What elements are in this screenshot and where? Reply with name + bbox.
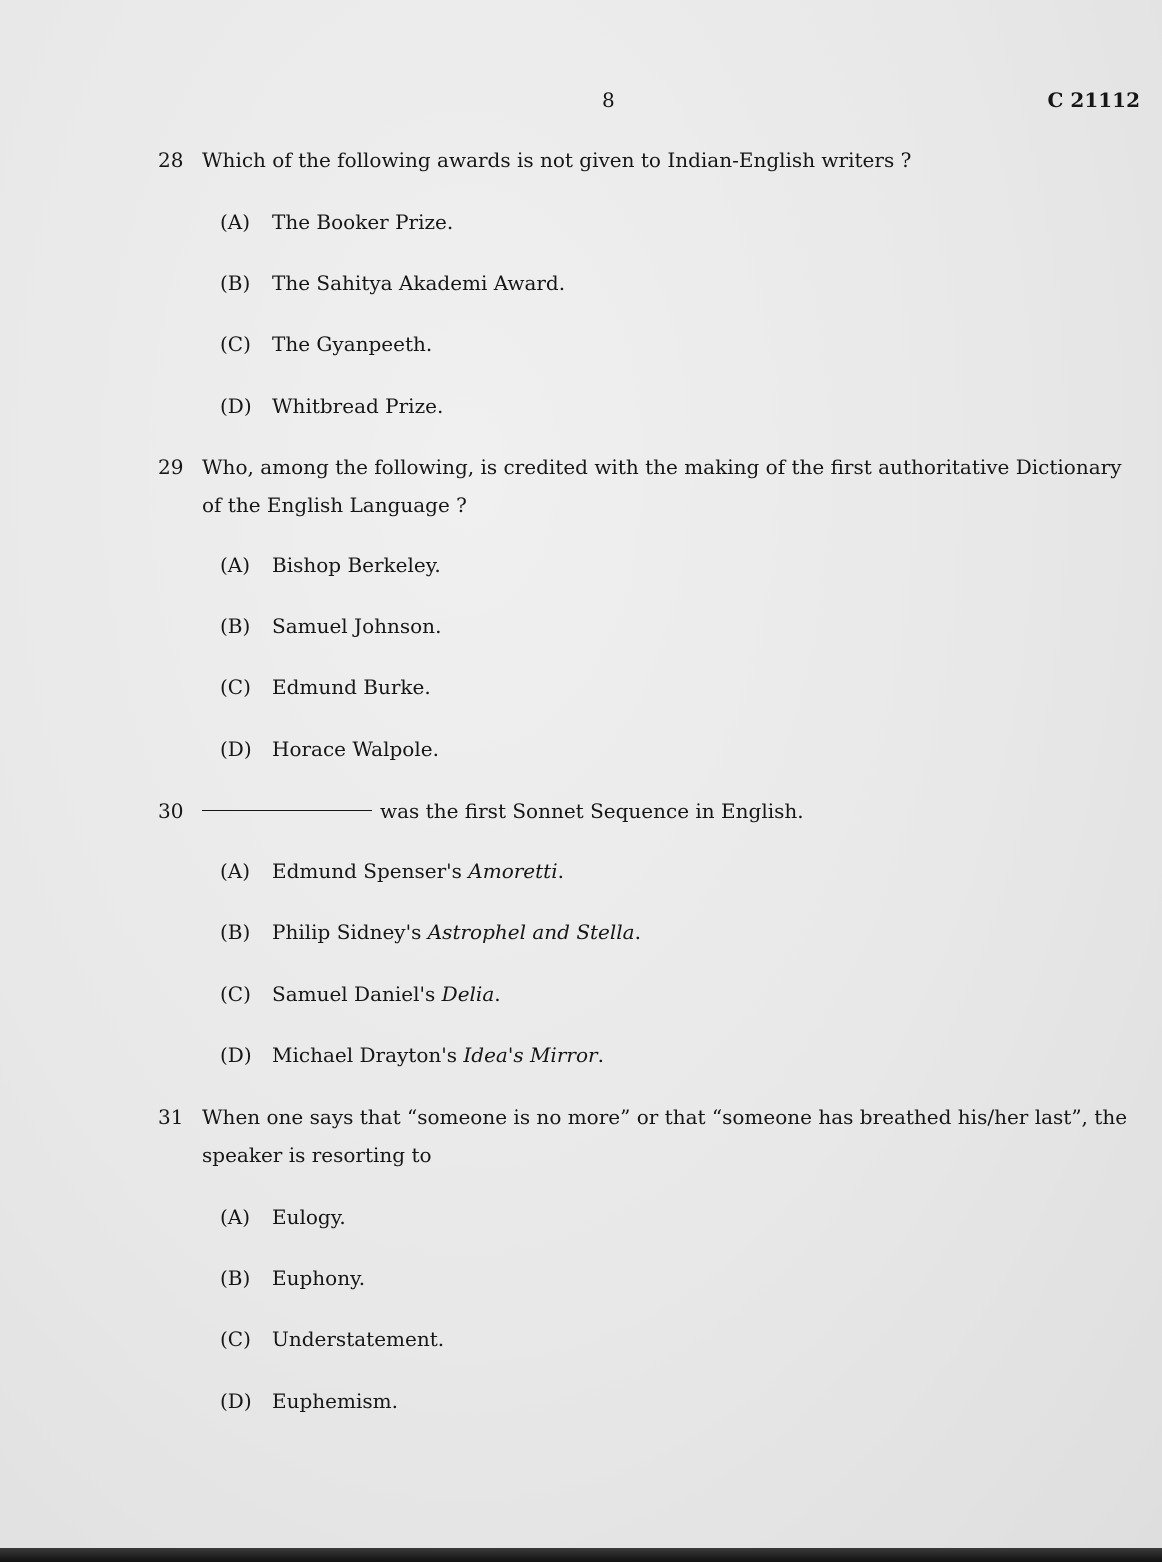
option-label: (A) [220,553,251,577]
option-label: (C) [220,1327,251,1351]
option-text: Euphemism. [272,1389,398,1413]
option-29-d[interactable] [220,735,439,763]
option-label: (C) [220,332,251,356]
question-text: Which of the following awards is not given to Indian-English writers ? [202,148,912,172]
option-text: The Booker Prize. [272,210,454,234]
option-31-d[interactable] [220,1387,398,1415]
option-text: Samuel Daniel's [272,982,442,1006]
question-text: Who, among the following, is credited with the making of the first authoritative Dictionary of the English Language ? [202,455,1122,517]
option-28-a[interactable] [220,208,453,236]
option-label: (A) [220,859,251,883]
option-label: (B) [220,1266,251,1290]
question-number: 30 [158,799,184,823]
option-31-c[interactable] [220,1325,444,1353]
option-label: (D) [220,1389,252,1413]
option-text: Understatement. [272,1327,445,1351]
option-29-c[interactable] [220,673,431,701]
option-label: (D) [220,737,252,761]
question-31 [158,1098,1144,1174]
paper-code: C 21112 [1047,88,1140,112]
option-title: Delia [441,982,495,1006]
option-end: . [597,1043,604,1067]
option-title: Idea's Mirror [463,1043,598,1067]
option-title: Amoretti [468,859,558,883]
option-28-c[interactable] [220,330,432,358]
question-text: When one says that “someone is no more” or that “someone has breathed his/her last”, the speaker is resorting to [202,1105,1128,1167]
option-label: (B) [220,271,251,295]
option-label: (D) [220,394,252,418]
answer-blank [202,810,372,811]
option-text: Euphony. [272,1266,366,1290]
option-end: . [557,859,564,883]
option-label: (D) [220,1043,252,1067]
question-number: 29 [158,455,184,479]
option-text: Michael Drayton's [272,1043,464,1067]
option-title: Astrophel and Stella [427,920,635,944]
option-text: Philip Sidney's [272,920,428,944]
option-label: (A) [220,1205,251,1229]
option-label: (C) [220,675,251,699]
option-29-b[interactable] [220,612,441,640]
option-31-a[interactable] [220,1203,346,1231]
option-label: (B) [220,920,251,944]
question-number: 31 [158,1105,184,1129]
option-text: Edmund Burke. [272,675,431,699]
option-text: The Gyanpeeth. [272,332,433,356]
page-number: 8 [602,88,615,112]
option-31-b[interactable] [220,1264,365,1292]
option-text: Samuel Johnson. [272,614,442,638]
option-30-b[interactable] [220,918,641,946]
option-end: . [494,982,501,1006]
page-bottom-edge [0,1548,1162,1562]
question-30 [158,792,1144,830]
option-text: Horace Walpole. [272,737,439,761]
option-30-d[interactable] [220,1041,604,1069]
option-text: Eulogy. [272,1205,346,1229]
option-30-c[interactable] [220,980,501,1008]
option-text: Whitbread Prize. [272,394,444,418]
question-29 [158,448,1144,524]
option-label: (A) [220,210,251,234]
option-label: (B) [220,614,251,638]
question-number: 28 [158,148,184,172]
question-28 [158,141,1144,179]
option-text: Bishop Berkeley. [272,553,441,577]
option-label: (C) [220,982,251,1006]
option-end: . [634,920,641,944]
option-28-d[interactable] [220,392,443,420]
option-30-a[interactable] [220,857,564,885]
option-29-a[interactable] [220,551,441,579]
option-text: The Sahitya Akademi Award. [272,271,566,295]
option-28-b[interactable] [220,269,565,297]
option-text: Edmund Spenser's [272,859,469,883]
question-text: was the first Sonnet Sequence in English. [380,799,804,823]
